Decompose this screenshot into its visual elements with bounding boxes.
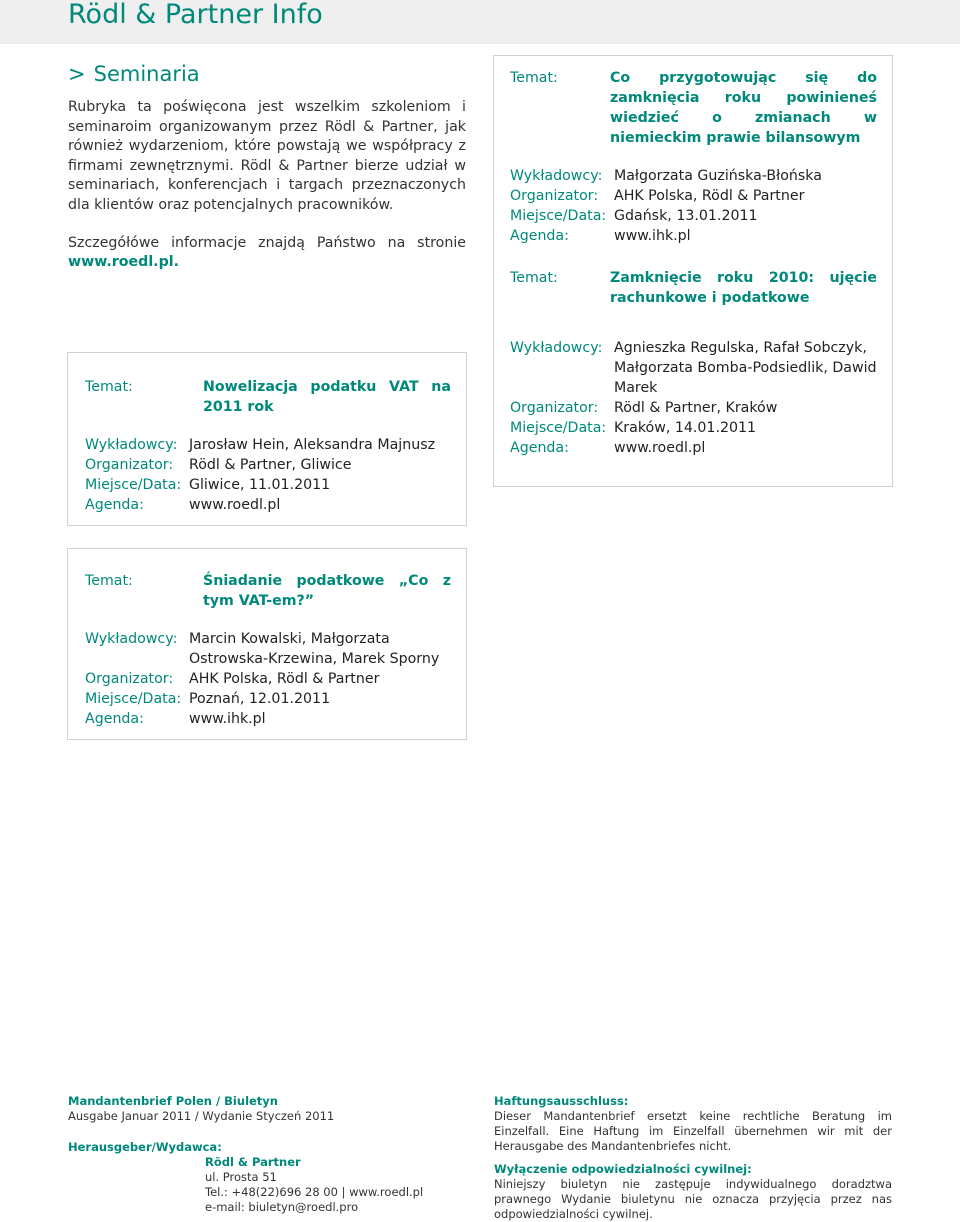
miejsce-data-value: Kraków, 14.01.2011 (614, 420, 757, 436)
details-link[interactable]: www.roedl.pl. (68, 254, 179, 271)
organizator-label: Organizator: (510, 400, 599, 416)
organizator-value: AHK Polska, Rödl & Partner (614, 188, 805, 204)
event-title: Nowelizacja podatku VAT na 2011 rok (203, 379, 451, 415)
agenda-link[interactable]: www.roedl.pl (614, 440, 706, 456)
footer-publication (68, 1094, 448, 1215)
miejsce-data-value: Poznań, 12.01.2011 (189, 691, 331, 707)
event-title: Co przygotowując się do zamknięcia roku powinieneś wiedzieć o zmianach w niemieckim prawie bilansowym (610, 70, 877, 146)
organizator-label: Organizator: (510, 188, 599, 204)
organizator-value: AHK Polska, Rödl & Partner (189, 671, 380, 687)
temat-label: Temat: (510, 270, 558, 286)
publisher-street: ul. Prosta 51 (205, 1170, 277, 1184)
agenda-label: Agenda: (85, 711, 144, 727)
event-card-right-column (493, 55, 893, 487)
page-header (0, 0, 960, 44)
event-title: Śniadanie podatkowe „Co z tym VAT-em?” (203, 573, 451, 609)
disclaimer-pl-text: Niniejszy biuletyn nie zastępuje indywidualnego doradztwa prawnego Wydanie biuletynu nie oznacza przyjęcia przez nas odpowiedzialności cywilnej. (494, 1177, 892, 1221)
wykladowcy-value: Małgorzata Guzińska-Błońska (614, 168, 822, 184)
details-text: Szczegółówe informacje znajdą Państwo na stronie (68, 234, 466, 251)
organizator-label: Organizator: (85, 457, 174, 473)
intro-paragraph: Rubryka ta poświęcona jest wszelkim szkoleniom i seminaroim organizowanym przez Rödl & Partner, jak również wydarzeniom, które powstają we współpracy z firmami zewnętrznymi. Rödl & Partner bierze udział w seminariach, konferencjach i targach przeznaczonych dla klientów oraz potencjalnych pracowników. (68, 99, 466, 213)
publication-issue: Ausgabe Januar 2011 / Wydanie Styczeń 2011 (68, 1109, 335, 1123)
temat-label: Temat: (85, 379, 133, 395)
disclaimer-de-text: Dieser Mandantenbrief ersetzt keine rechtliche Beratung im Einzelfall. Eine Haftung im Einzelfall übernehmen wir mit der Herausgabe des Mandantenbriefes nicht. (494, 1109, 892, 1153)
disclaimer-de-heading: Haftungsausschluss: (494, 1094, 629, 1108)
miejsce-data-label: Miejsce/Data: (85, 477, 182, 493)
page-title: Rödl & Partner Info (68, 0, 323, 30)
section-title-text: Seminaria (93, 62, 200, 86)
event-title: Zamknięcie roku 2010: ujęcie rachunkowe i podatkowe (610, 270, 877, 306)
chevron-right-icon: > (68, 62, 86, 86)
publisher-tel: Tel.: +48(22)696 28 00 | www.roedl.pl (205, 1185, 424, 1199)
seminaria-intro (68, 60, 466, 273)
miejsce-data-label: Miejsce/Data: (510, 208, 607, 224)
wykladowcy-value: Agnieszka Regulska, Rafał Sobczyk, Małgorzata Bomba-Podsiedlik, Dawid Marek (614, 340, 877, 396)
wykladowcy-label: Wykładowcy: (510, 168, 603, 184)
event-card-gliwice (67, 352, 467, 526)
agenda-link[interactable]: www.roedl.pl (189, 497, 281, 513)
wykladowcy-label: Wykładowcy: (85, 631, 178, 647)
wykladowcy-value: Marcin Kowalski, Małgorzata Ostrowska-Krzewina, Marek Sporny (189, 631, 440, 667)
miejsce-data-value: Gliwice, 11.01.2011 (189, 477, 331, 493)
event-card-poznan (67, 548, 467, 740)
miejsce-data-value: Gdańsk, 13.01.2011 (614, 208, 758, 224)
miejsce-data-label: Miejsce/Data: (85, 691, 182, 707)
publisher-name: Rödl & Partner (205, 1155, 301, 1169)
agenda-label: Agenda: (510, 440, 569, 456)
event-krakow (510, 268, 877, 458)
agenda-label: Agenda: (510, 228, 569, 244)
publisher-email: e-mail: biuletyn@roedl.pro (205, 1200, 359, 1214)
organizator-value: Rödl & Partner, Kraków (614, 400, 778, 416)
publication-title: Mandantenbrief Polen / Biuletyn (68, 1094, 278, 1108)
agenda-link[interactable]: www.ihk.pl (614, 228, 691, 244)
wykladowcy-label: Wykładowcy: (85, 437, 178, 453)
footer-disclaimer (494, 1094, 892, 1222)
organizator-value: Rödl & Partner, Gliwice (189, 457, 352, 473)
agenda-label: Agenda: (85, 497, 144, 513)
event-gdansk (510, 68, 877, 246)
section-title (68, 60, 466, 88)
organizator-label: Organizator: (85, 671, 174, 687)
publisher-heading: Herausgeber/Wydawca: (68, 1140, 222, 1154)
temat-label: Temat: (510, 70, 558, 86)
wykladowcy-value: Jarosław Hein, Aleksandra Majnusz (189, 437, 436, 453)
details-paragraph (68, 234, 466, 273)
wykladowcy-label: Wykładowcy: (510, 340, 603, 356)
disclaimer-pl-heading: Wyłączenie odpowiedzialności cywilnej: (494, 1162, 752, 1176)
agenda-link[interactable]: www.ihk.pl (189, 711, 266, 727)
miejsce-data-label: Miejsce/Data: (510, 420, 607, 436)
temat-label: Temat: (85, 573, 133, 589)
